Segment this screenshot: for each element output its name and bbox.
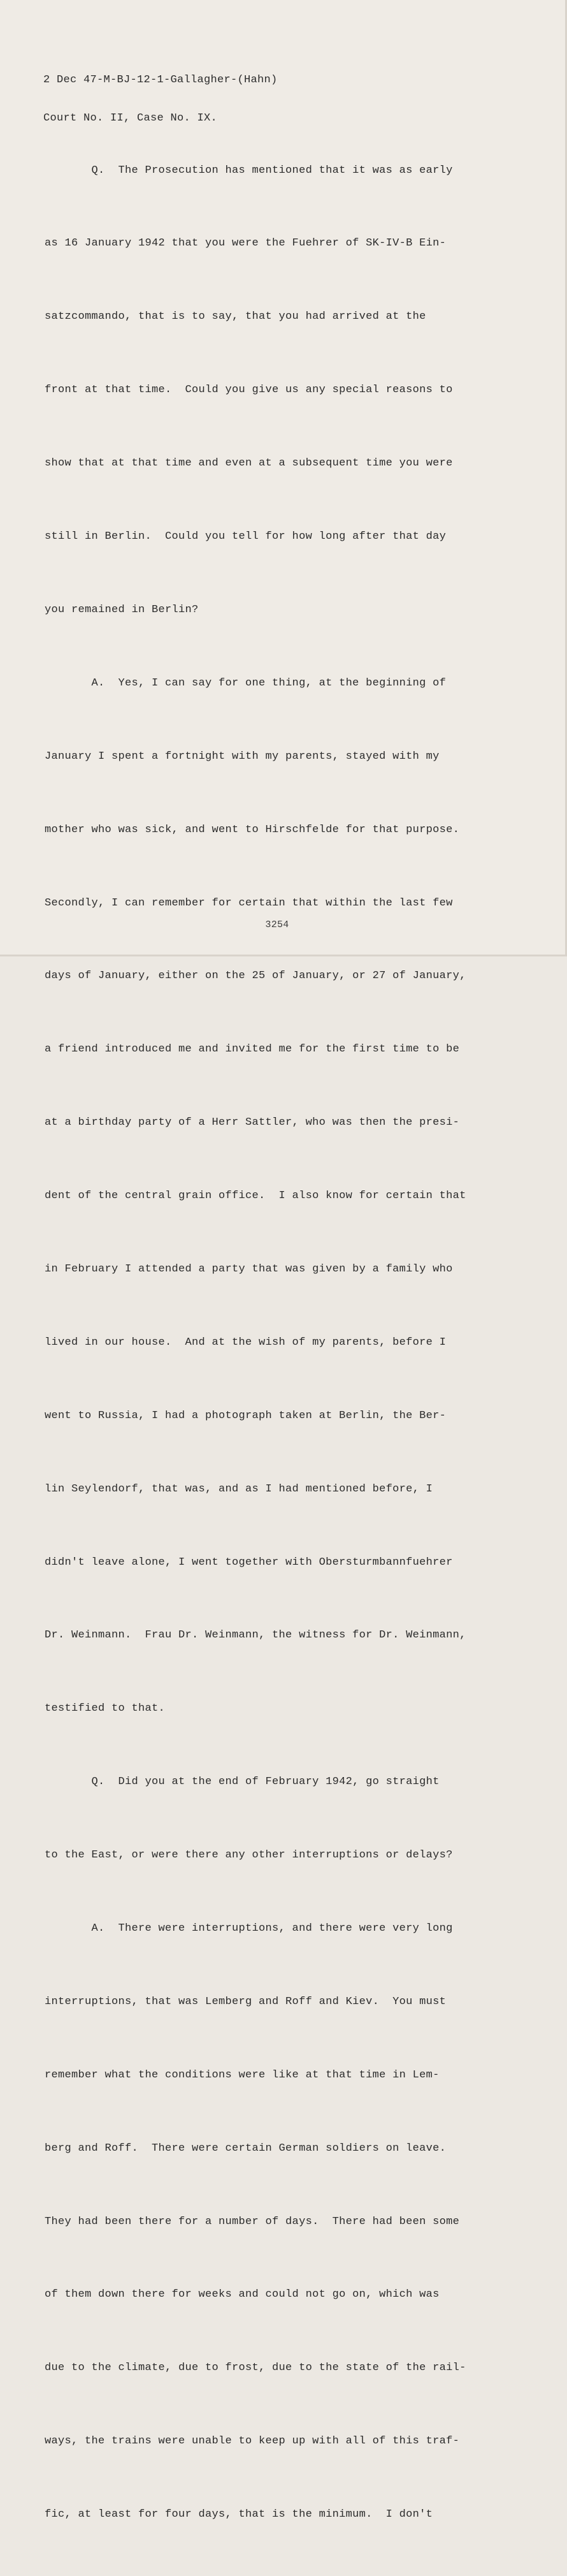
text-line: January I spent a fortnight with my parents, stayed with my: [45, 750, 440, 763]
text-line: a friend introduced me and invited me for the first time to be: [45, 1043, 460, 1056]
text-line: in February I attended a party that was given by a family who: [45, 1262, 453, 1275]
text-line: lin Seylendorf, that was, and as I had mentioned before, I: [45, 1482, 433, 1495]
text-line: interruptions, that was Lemberg and Roff and Kiev. You must: [45, 1995, 447, 2008]
text-line: of them down there for weeks and could not go on, which was: [45, 2288, 440, 2301]
text-line: They had been there for a number of days. There had been some: [45, 2215, 460, 2228]
text-line: at a birthday party of a Herr Sattler, who was then the presi-: [45, 1116, 460, 1129]
text-line: mother who was sick, and went to Hirschfelde for that purpose.: [45, 823, 460, 836]
text-line: lived in our house. And at the wish of my parents, before I: [45, 1336, 447, 1349]
text-line: still in Berlin. Could you tell for how long after that day: [45, 531, 447, 543]
text-line: remember what the conditions were like at that time in Lem-: [45, 2068, 440, 2081]
text-line: days of January, either on the 25 of January, or 27 of January,: [45, 970, 466, 983]
text-line: show that at that time and even at a subsequent time you were: [45, 457, 453, 470]
text-line: Secondly, I can remember for certain that within the last few: [45, 896, 453, 909]
text-line: Dr. Weinmann. Frau Dr. Weinmann, the witness for Dr. Weinmann,: [45, 1629, 466, 1642]
text-line: went to Russia, I had a photograph taken at Berlin, the Ber-: [45, 1409, 447, 1422]
transcript-body: [45, 110, 466, 2576]
text-line: didn't leave alone, I went together with Obersturmbannfuehrer: [45, 1556, 453, 1569]
text-line: satzcommando, that is to say, that you had arrived at the: [45, 311, 426, 323]
text-line: testified to that.: [45, 1702, 166, 1715]
text-line: to the East, or were there any other interruptions or delays?: [45, 1849, 453, 1862]
text-line: A. There were interruptions, and there were very long: [45, 1922, 453, 1935]
text-line: A. Yes, I can say for one thing, at the beginning of: [45, 677, 447, 689]
text-line: front at that time. Could you give us any special reasons to: [45, 384, 453, 397]
header-line-2: Court No. II, Case No. IX.: [43, 112, 218, 124]
text-line: dent of the central grain office. I also know for certain that: [45, 1190, 466, 1203]
text-line: ways, the trains were unable to keep up with all of this traf-: [45, 2435, 460, 2448]
header-line-1: 2 Dec 47-M-BJ-12-1-Gallagher-(Hahn): [43, 74, 278, 86]
text-line: Q. Did you at the end of February 1942, go straight: [45, 1776, 440, 1789]
text-line: berg and Roff. There were certain German soldiers on leave.: [45, 2142, 447, 2155]
text-line: you remained in Berlin?: [45, 603, 199, 616]
text-line: as 16 January 1942 that you were the Fuehrer of SK-IV-B Ein-: [45, 237, 447, 250]
text-line: fic, at least for four days, that is the minimum. I don't: [45, 2508, 433, 2521]
page-number: 3254: [265, 919, 289, 930]
text-line: Q. The Prosecution has mentioned that it was as early: [45, 164, 453, 177]
text-line: due to the climate, due to frost, due to the state of the rail-: [45, 2362, 466, 2375]
